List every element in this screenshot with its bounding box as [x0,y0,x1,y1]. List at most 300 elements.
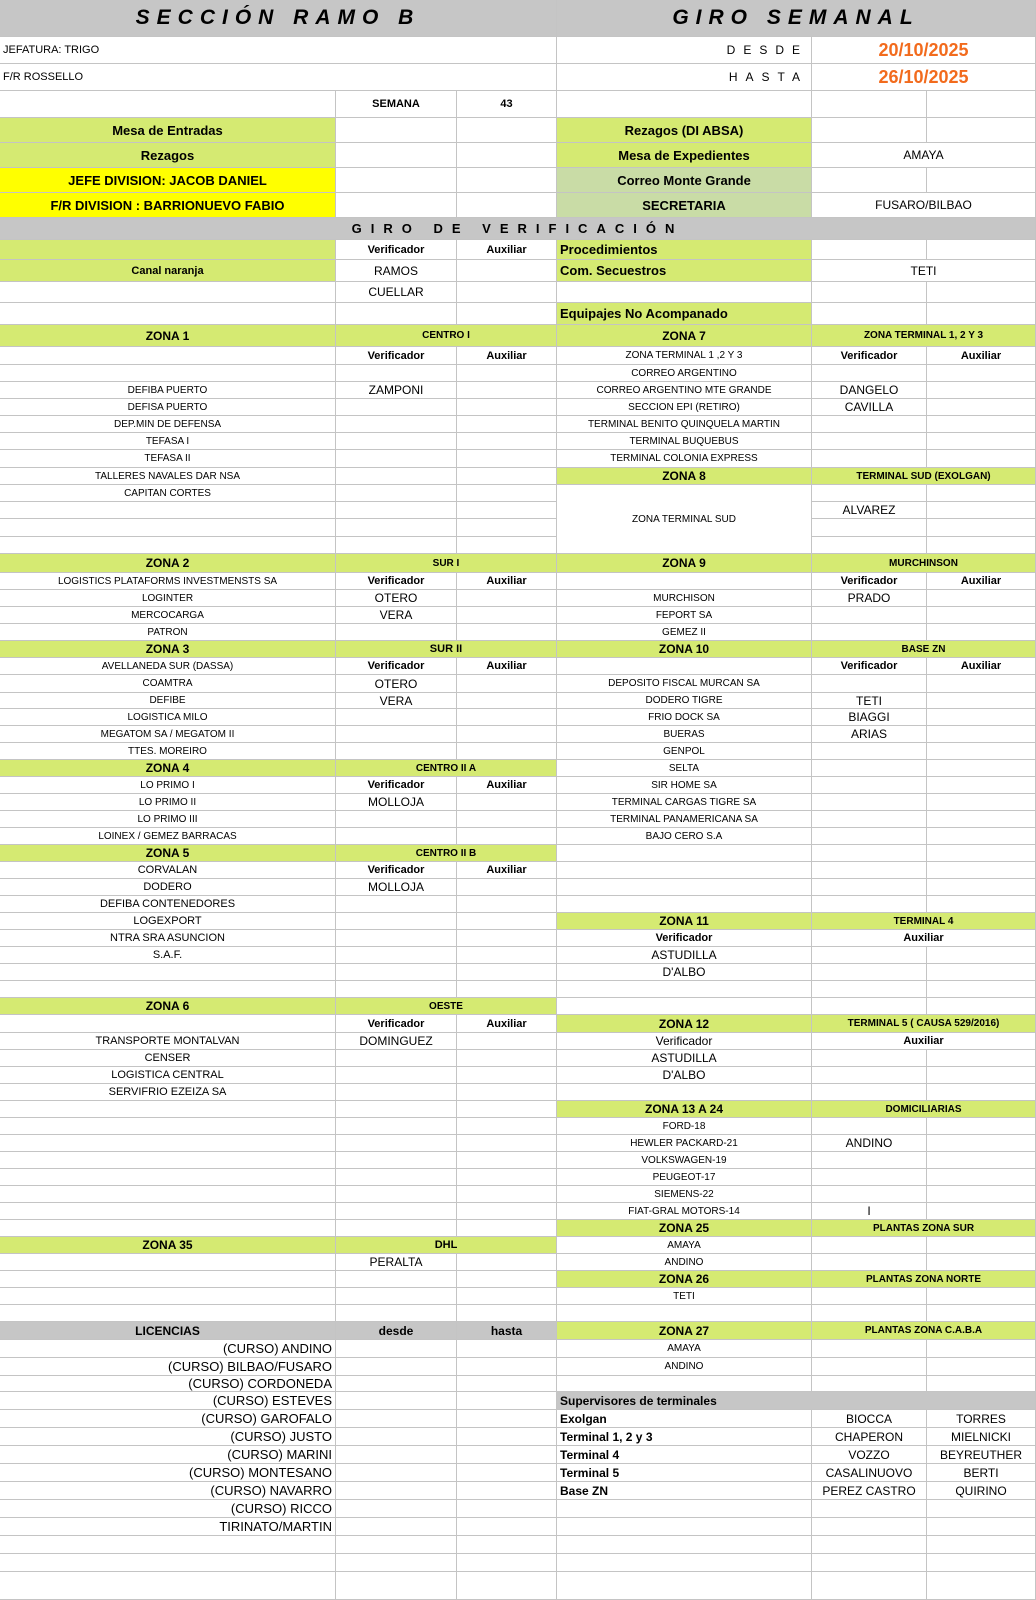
zone-title: ZONA 8 [557,468,812,485]
empty-cell [336,1050,457,1067]
empty-cell [336,1101,457,1118]
empty-cell [457,693,557,709]
empty-cell [457,485,557,502]
jefatura-label: JEFATURA: TRIGO [0,37,557,64]
empty-cell [927,1135,1036,1152]
empty-cell [812,743,927,760]
verificador-header: Verificador [812,658,927,675]
empty-cell [927,693,1036,709]
zone-item: (CURSO) MONTESANO [0,1464,336,1482]
empty-cell [457,879,557,896]
licencias-hasta: hasta [457,1322,557,1340]
empty-cell [0,1288,336,1305]
zone-item: HEWLER PACKARD-21 [557,1135,812,1152]
empty-cell [0,1536,336,1554]
empty-cell [457,537,557,554]
zone-item: PEUGEOT-17 [557,1169,812,1186]
empty-cell [457,365,557,382]
empty-cell [336,1410,457,1428]
empty-cell [812,947,927,964]
empty-cell [557,1084,812,1101]
empty-cell [336,1500,457,1518]
empty-cell [457,794,557,811]
supervisor-terminal: Terminal 5 [557,1464,812,1482]
empty-cell [336,726,457,743]
empty-cell [927,365,1036,382]
zona13-verificador: ANDINO [812,1135,927,1152]
zone-item: CORREO ARGENTINO MTE GRANDE [557,382,812,399]
empty-cell [336,1340,457,1358]
empty-cell [336,468,457,485]
zone-subtitle: TERMINAL 4 [812,913,1036,930]
empty-cell [927,1536,1036,1554]
empty-cell [336,303,457,325]
zone-title: ZONA 1 [0,325,336,347]
empty-cell [927,760,1036,777]
zone-title: ZONA 27 [557,1322,812,1340]
empty-cell [812,1254,927,1271]
zone-item: DEP.MIN DE DEFENSA [0,416,336,433]
zone-item: (CURSO) ESTEVES [0,1392,336,1410]
empty-cell [457,1050,557,1067]
canal-verificador-1: RAMOS [336,260,457,282]
zone-title: ZONA 10 [557,641,812,658]
empty-cell [927,896,1036,913]
zona8-verificador: ALVAREZ [812,502,927,519]
zone-item: CORVALAN [0,862,336,879]
empty-cell [927,416,1036,433]
empty-cell [927,485,1036,502]
empty-cell [812,365,927,382]
zona10-verificador-2: BIAGGI [812,709,927,726]
empty-cell [336,896,457,913]
empty-cell [812,879,927,896]
empty-cell [457,1254,557,1271]
empty-cell [927,1084,1036,1101]
empty-cell [336,485,457,502]
zone-item: TERMINAL PANAMERICANA SA [557,811,812,828]
zona8-item: ZONA TERMINAL SUD [557,485,812,554]
empty-cell [927,845,1036,862]
empty-cell [457,1288,557,1305]
empty-cell [336,1186,457,1203]
zona10-verificador-3: ARIAS [812,726,927,743]
zone-item: LOGISTICS PLATAFORMS INVESTMENSTS SA [0,573,336,590]
supervisor-1: VOZZO [812,1446,927,1464]
empty-cell [812,282,927,303]
fr-division: F/R DIVISION : BARRIONUEVO FABIO [0,193,336,218]
empty-cell [557,573,812,590]
zone-item: (CURSO) GAROFALO [0,1410,336,1428]
empty-cell [0,537,336,554]
empty-cell [336,1428,457,1446]
empty-cell [927,450,1036,468]
empty-cell [336,709,457,726]
empty-cell [457,726,557,743]
zone-title: ZONA 11 [557,913,812,930]
zona12-verificador-1: ASTUDILLA [557,1050,812,1067]
zone-item: SIR HOME SA [557,777,812,794]
empty-cell [927,399,1036,416]
zone-item: (CURSO) CORDONEDA [0,1376,336,1392]
empty-cell [336,947,457,964]
empty-cell [927,1518,1036,1536]
zone-item: GENPOL [557,743,812,760]
verificador-header: Verificador [557,930,812,947]
zone-item: ZONA TERMINAL 1 ,2 Y 3 [557,347,812,365]
empty-cell [336,433,457,450]
empty-cell [927,726,1036,743]
zone-title: ZONA 6 [0,998,336,1015]
empty-cell [557,879,812,896]
zone-item: LO PRIMO III [0,811,336,828]
com-secuestros-value: TETI [812,260,1036,282]
verificador-header: Verificador [336,347,457,365]
zone-item: FIAT-GRAL MOTORS-14 [557,1203,812,1220]
empty-cell [336,1305,457,1322]
empty-cell [812,416,927,433]
zone-item: TALLERES NAVALES DAR NSA [0,468,336,485]
empty-cell [336,1152,457,1169]
empty-cell [927,862,1036,879]
supervisores-title: Supervisores de terminales [557,1392,1036,1410]
green-empty [0,240,336,260]
supervisor-2: QUIRINO [927,1482,1036,1500]
zone-item: SERVIFRIO EZEIZA SA [0,1084,336,1101]
zone-item: (CURSO) MARINI [0,1446,336,1464]
empty-cell [457,118,557,143]
empty-cell [457,468,557,485]
semana-value: 43 [457,91,557,118]
zone-item: TEFASA II [0,450,336,468]
empty-cell [557,282,812,303]
empty-cell [812,964,927,981]
auxiliar-header: Auxiliar [927,347,1036,365]
zone-item: LOINEX / GEMEZ BARRACAS [0,828,336,845]
zone-item: CENSER [0,1050,336,1067]
empty-cell [457,1220,557,1237]
empty-cell [336,416,457,433]
empty-cell [336,1067,457,1084]
desde-label: DESDE [557,37,812,64]
empty-cell [336,743,457,760]
empty-cell [0,1169,336,1186]
supervisor-1: CASALINUOVO [812,1464,927,1482]
zone-item: AMAYA [557,1340,812,1358]
empty-cell [457,1500,557,1518]
empty-cell [0,1186,336,1203]
verificador-header: Verificador [336,240,457,260]
zone-item: ANDINO [557,1254,812,1271]
verificador-header: Verificador [336,862,457,879]
i-mark: I [812,1203,927,1220]
empty-cell [812,519,927,537]
zona5-verificador: MOLLOJA [336,879,457,896]
zone-item: DODERO TIGRE [557,693,812,709]
hasta-date: 26/10/2025 [812,64,1036,91]
zone-item: DEFIBA CONTENEDORES [0,896,336,913]
empty-cell [336,1358,457,1376]
semana-label: SEMANA [336,91,457,118]
zone-item: TEFASA I [0,433,336,450]
empty-cell [457,1518,557,1536]
auxiliar-header: Auxiliar [927,658,1036,675]
zone-item: TETI [557,1288,812,1305]
empty-cell [0,1101,336,1118]
empty-cell [336,450,457,468]
auxiliar-header: Auxiliar [927,573,1036,590]
empty-cell [457,1554,557,1572]
empty-cell [457,1358,557,1376]
zone-title: ZONA 12 [557,1015,812,1033]
zona4-verificador: MOLLOJA [336,794,457,811]
zone-item: TERMINAL CARGAS TIGRE SA [557,794,812,811]
empty-cell [336,1518,457,1536]
empty-cell [812,1376,927,1392]
zone-item: LO PRIMO II [0,794,336,811]
supervisor-1: BIOCCA [812,1410,927,1428]
empty-cell [457,964,557,981]
empty-cell [457,260,557,282]
zone-title: ZONA 5 [0,845,336,862]
empty-cell [0,1305,336,1322]
empty-cell [336,365,457,382]
empty-cell [457,1271,557,1288]
zone-item: DEFIBE [0,693,336,709]
empty-cell [927,240,1036,260]
empty-cell [812,777,927,794]
empty-cell [557,1305,812,1322]
empty-cell [457,1033,557,1050]
zone-item: FEPORT SA [557,607,812,624]
empty-cell [812,1288,927,1305]
empty-cell [0,282,336,303]
zone-item: TTES. MOREIRO [0,743,336,760]
zone-item: AVELLANEDA SUR (DASSA) [0,658,336,675]
empty-cell [927,1186,1036,1203]
empty-cell [557,981,812,998]
empty-cell [812,537,927,554]
zone-item: SECCION EPI (RETIRO) [557,399,812,416]
zone-item: (CURSO) RICCO [0,1500,336,1518]
empty-cell [812,981,927,998]
empty-cell [927,624,1036,641]
canal-verificador-2: CUELLAR [336,282,457,303]
zone-subtitle: PLANTAS ZONA SUR [812,1220,1036,1237]
zone-item: LOGISTICA MILO [0,709,336,726]
empty-cell [457,1446,557,1464]
supervisor-1: PEREZ CASTRO [812,1482,927,1500]
zone-subtitle: TERMINAL SUD (EXOLGAN) [812,468,1036,485]
zone-item: BUERAS [557,726,812,743]
empty-cell [457,1135,557,1152]
empty-cell [336,1572,457,1600]
verificador-header: Verificador [812,347,927,365]
empty-cell [457,913,557,930]
empty-cell [0,1152,336,1169]
empty-cell [927,777,1036,794]
zona3-verificador-2: VERA [336,693,457,709]
empty-cell [0,1015,336,1033]
supervisor-2: TORRES [927,1410,1036,1428]
empty-cell [336,811,457,828]
empty-cell [812,998,927,1015]
com-secuestros: Com. Secuestros [557,260,812,282]
zone-item: LO PRIMO I [0,777,336,794]
empty-cell [812,624,927,641]
empty-cell [927,168,1036,193]
empty-cell [457,1340,557,1358]
empty-cell [457,1464,557,1482]
empty-cell [812,450,927,468]
empty-cell [927,1152,1036,1169]
supervisor-terminal: Terminal 4 [557,1446,812,1464]
zone-item: LOGISTICA CENTRAL [0,1067,336,1084]
empty-cell [927,794,1036,811]
empty-cell [457,1428,557,1446]
empty-cell [557,998,812,1015]
empty-cell [336,1392,457,1410]
zone-item: TERMINAL BUQUEBUS [557,433,812,450]
zone-title: ZONA 35 [0,1237,336,1254]
empty-cell [927,947,1036,964]
zona7-verificador-2: CAVILLA [812,399,927,416]
empty-cell [927,1118,1036,1135]
empty-cell [927,282,1036,303]
supervisor-terminal: Terminal 1, 2 y 3 [557,1428,812,1446]
empty-cell [557,1536,812,1554]
empty-cell [927,382,1036,399]
zona35-verificador: PERALTA [336,1254,457,1271]
zone-item: S.A.F. [0,947,336,964]
zona2-verificador-1: OTERO [336,590,457,607]
zona9-verificador: PRADO [812,590,927,607]
empty-cell [812,485,927,502]
empty-cell [457,1101,557,1118]
empty-cell [927,1288,1036,1305]
zone-item: TERMINAL BENITO QUINQUELA MARTIN [557,416,812,433]
empty-cell [927,964,1036,981]
empty-cell [812,862,927,879]
empty-cell [812,91,927,118]
empty-cell [812,1554,927,1572]
empty-cell [336,913,457,930]
zone-subtitle: ZONA TERMINAL 1, 2 Y 3 [812,325,1036,347]
empty-cell [336,1482,457,1500]
jefe-division: JEFE DIVISION: JACOB DANIEL [0,168,336,193]
empty-cell [336,624,457,641]
zone-title: ZONA 25 [557,1220,812,1237]
empty-cell [457,1152,557,1169]
auxiliar-header: Auxiliar [457,573,557,590]
hasta-label: HASTA [557,64,812,91]
empty-cell [0,1203,336,1220]
empty-cell [336,118,457,143]
zona11-verificador-2: D'ALBO [557,964,812,981]
auxiliar-header: Auxiliar [812,930,1036,947]
zone-item: TIRINATO/MARTIN [0,1518,336,1536]
giro-title: GIRO SEMANAL [557,0,1036,37]
zona1-verificador: ZAMPONI [336,382,457,399]
empty-cell [927,998,1036,1015]
empty-cell [0,1220,336,1237]
empty-cell [457,743,557,760]
empty-cell [0,1118,336,1135]
empty-cell [457,675,557,693]
licencias-title: LICENCIAS [0,1322,336,1340]
empty-cell [927,981,1036,998]
secretaria-value: FUSARO/BILBAO [812,193,1036,218]
empty-cell [927,879,1036,896]
supervisor-2: BERTI [927,1464,1036,1482]
zone-subtitle: CENTRO II A [336,760,557,777]
empty-cell [457,502,557,519]
supervisor-terminal: Base ZN [557,1482,812,1500]
supervisor-2: BEYREUTHER [927,1446,1036,1464]
empty-cell [457,143,557,168]
auxiliar-header: Auxiliar [457,658,557,675]
zone-item: (CURSO) ANDINO [0,1340,336,1358]
empty-cell [457,1169,557,1186]
empty-cell [812,1518,927,1536]
zone-subtitle: OESTE [336,998,557,1015]
empty-cell [0,365,336,382]
empty-cell [336,1203,457,1220]
empty-cell [812,811,927,828]
zone-item: COAMTRA [0,675,336,693]
secretaria: SECRETARIA [557,193,812,218]
empty-cell [927,91,1036,118]
empty-cell [457,1376,557,1392]
zone-title: ZONA 3 [0,641,336,658]
empty-cell [457,282,557,303]
empty-cell [927,519,1036,537]
mesa-expedientes: Mesa de Expedientes [557,143,812,168]
zone-item: LOGINTER [0,590,336,607]
empty-cell [336,981,457,998]
empty-cell [812,1084,927,1101]
verificador-header: Verificador [336,1015,457,1033]
zone-item: BAJO CERO S.A [557,828,812,845]
verificador-header: Verificador [557,1033,812,1050]
zone-item: PATRON [0,624,336,641]
zone-subtitle: CENTRO I [336,325,557,347]
empty-cell [336,1169,457,1186]
empty-cell [812,1237,927,1254]
zone-item: ANDINO [557,1358,812,1376]
empty-cell [457,1536,557,1554]
empty-cell [336,1376,457,1392]
zona12-verificador-2: D'ALBO [557,1067,812,1084]
empty-cell [927,1572,1036,1600]
empty-cell [557,862,812,879]
empty-cell [812,433,927,450]
zone-subtitle: PLANTAS ZONA C.A.B.A [812,1322,1036,1340]
zone-item: DEFISA PUERTO [0,399,336,416]
empty-cell [927,1169,1036,1186]
empty-cell [336,1536,457,1554]
zone-item: SIEMENS-22 [557,1186,812,1203]
empty-cell [557,91,812,118]
empty-cell [927,590,1036,607]
empty-cell [457,382,557,399]
zone-title: ZONA 2 [0,554,336,573]
empty-cell [457,519,557,537]
empty-cell [457,828,557,845]
empty-cell [927,1340,1036,1358]
empty-cell [812,1572,927,1600]
zone-item: VOLKSWAGEN-19 [557,1152,812,1169]
